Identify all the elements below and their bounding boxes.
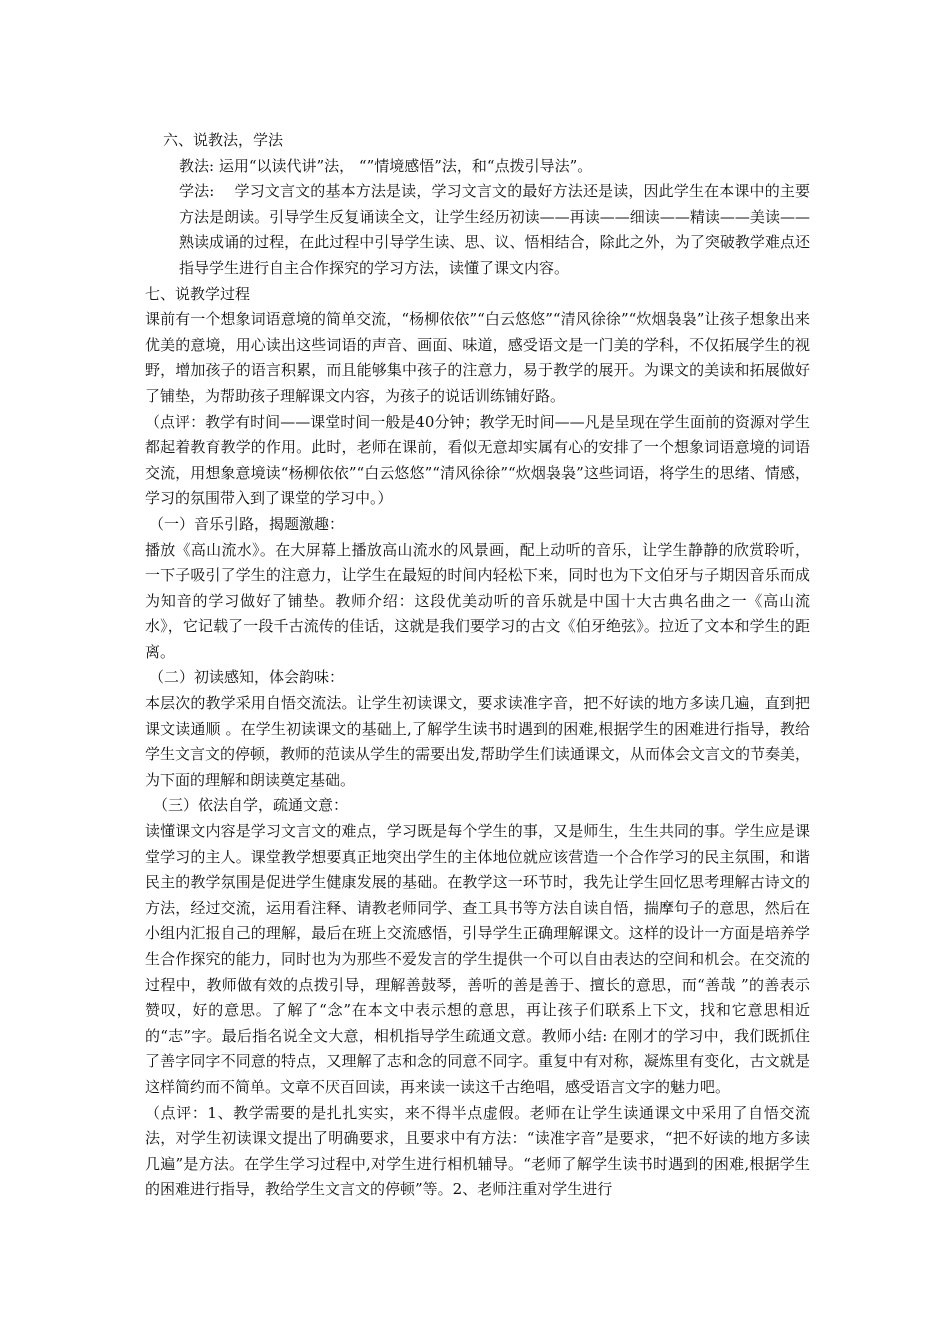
step-3-body: 读懂课文内容是学习文言文的难点，学习既是每个学生的事，又是师生，生生共同的事。学生应是课堂学习的主人。课堂教学想要真正地突出学生的主体地位就应该营造一个合作学习的民主氛围，和谐民主的教学氛围是促进学生健康发展的基础。在教学这一环节时，我先让学生回忆思考理解古诗文的方法，经过交流，运用看注释、请教老师同学、查工具书等方法自读自悟，揣摩句子的意思，然后在小组内汇报自己的理解，最后在班上交流感悟，引导学生正确理解课文。这样的设计一方面是培养学生合作探究的能力，同时也为为那些不爱发言的学生提供一个可以自由表达的空间和机会。在交流的过程中，教师做有效的点拨引导，理解善鼓琴，善听的善是善于、擅长的意思，而“善哉 ”的善表示赞叹，好的意思。了解了“念”在本文中表示想的意思，再让孩子们联系上下文，找和它意思相近的“志”字。最后指名说全文大意，相机指导学生疏通文意。教师小结: 在刚才的学习中，我们既抓住了善字同字不同意的特点，又理解了志和念的同意不同字。重复中有对称，凝炼里有变化，古文就是这样简约而不简单。文章不厌百回读，再来读一读这千古绝唱，感受语言文字的魅力吧。 — [145, 822, 810, 1096]
step-1-body: 播放《高山流水》。在大屏幕上播放高山流水的风景画，配上动听的音乐，让学生静静的欣赏聆听，一下子吸引了学生的注意力，让学生在最短的时间内轻松下来，同时也为下文伯牙与子期因音乐而成为知音的学习做好了铺垫。教师介绍：这段优美动听的音乐就是中国十大古典名曲之一《高山流水》，它记载了一段千古流传的佳话，这就是我们要学习的古文《伯牙绝弦》。拉近了文本和学生的距离。 — [145, 540, 810, 661]
step-3-title: （三）依法自学，疏通文意： — [153, 796, 349, 815]
step-2-body: 本层次的教学采用自悟交流法。让学生初读课文，要求读准字音，把不好读的地方多读几遍，直到把课文读通顺 。在学生初读课文的基础上,了解学生读书时遇到的困难,根据学生的困难进行指导，教给学生文言文的停顿，教师的范读从学生的需要出发,帮助学生们读通课文，从而体会文言文的节奏美，为下面的理解和朗读奠定基础。 — [145, 694, 810, 789]
intro-paragraph: 课前有一个想象词语意境的简单交流，“杨柳依依”“白云悠悠”“清风徐徐”“炊烟袅袅”让孩子想象出来优美的意境，用心读出这些词语的声音、画面、味道，感受语文是一门美的学科，不仅拓展学生的视野，增加孩子的语言积累，而且能够集中孩子的注意力，易于教学的展开。为课文的美读和拓展做好了铺垫，为帮助孩子理解课文内容，为孩子的说话训练铺好路。 — [145, 310, 810, 405]
step-1-title: （一）音乐引路，揭题激趣： — [149, 514, 345, 533]
learning-method-paragraph: 学法: 学习文言文的基本方法是读，学习文言文的最好方法还是读，因此学生在本课中的主要方法是朗读。引导学生反复诵读全文，让学生经历初读——再读——细读——精读——美读——熟读成诵的过程，在此过程中引导学生读、思、议、悟相结合，除此之外，为了突破教学难点还指导学生进行自主合作探究的学习方法，读懂了课文内容。 — [179, 182, 810, 277]
teaching-method-paragraph: 教法: 运用“以读代讲”法， “”情境感悟”法，和“点拨引导法”。 — [179, 156, 593, 175]
section-7-heading: 七、说教学过程 — [145, 284, 251, 303]
comment-paragraph-2: （点评：1、教学需要的是扎扎实实，来不得半点虚假。老师在让学生读通课文中采用了自悟交流法，对学生初读课文提出了明确要求，且要求中有方法：“读准字音”是要求，“把不好读的地方多读几遍”是方法。在学生学习过程中,对学生进行相机辅导。“老师了解学生读书时遇到的困难,根据学生的困难进行指导，教给学生文言文的停顿”等。2、老师注重对学生进行 — [145, 1103, 810, 1199]
step-2-title: （二）初读感知，体会韵味： — [149, 668, 345, 687]
section-6-heading: 六、说教法，学法 — [163, 131, 284, 149]
document-page — [145, 128, 810, 1203]
comment-paragraph-1: （点评：教学有时间——课堂时间一般是40分钟；教学无时间——凡是呈现在学生面前的资源对学生都起着教育教学的作用。此时，老师在课前，看似无意却实属有心的安排了一个想象词语意境的词语交流，用想象意境读“杨柳依依”“白云悠悠”“清风徐徐”“炊烟袅袅”这些词语，将学生的思绪、情感，学习的氛围带入到了课堂的学习中。） — [145, 412, 810, 508]
